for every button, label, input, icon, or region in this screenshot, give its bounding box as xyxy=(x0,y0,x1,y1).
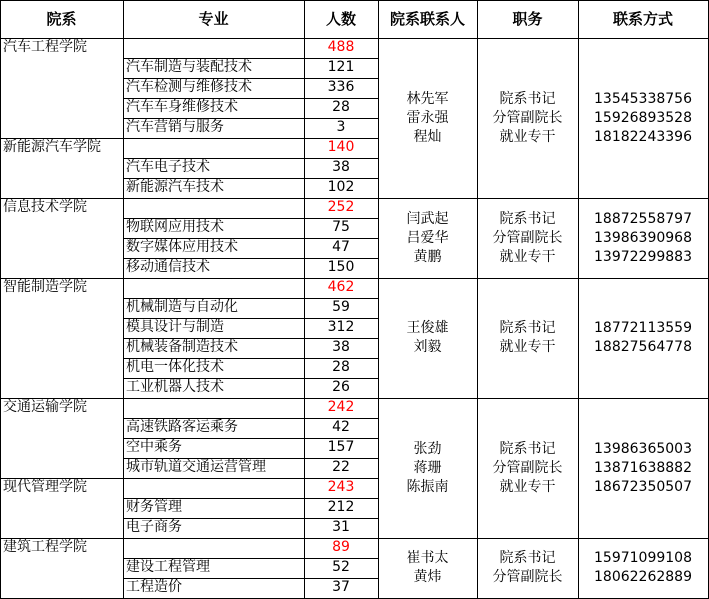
college-total-count[interactable]: 242 xyxy=(327,399,355,415)
major-count[interactable]: 31 xyxy=(332,519,350,535)
grid-line xyxy=(378,198,709,199)
grid-line xyxy=(123,0,124,599)
phone-number[interactable]: 13986365003 xyxy=(594,441,692,457)
phone-number[interactable]: 15971099108 xyxy=(594,550,692,566)
major-count[interactable]: 37 xyxy=(332,579,350,595)
position-title[interactable]: 分管副院长 xyxy=(492,110,563,126)
major-name[interactable]: 机械制造与自动化 xyxy=(126,299,238,315)
header-count: 人数 xyxy=(325,10,356,28)
position-title[interactable]: 就业专干 xyxy=(499,479,556,495)
position-title[interactable]: 分管副院长 xyxy=(492,230,563,246)
major-count[interactable]: 52 xyxy=(332,559,350,575)
contact-name[interactable]: 闫武起 xyxy=(406,211,449,227)
college-name[interactable]: 汽车工程学院 xyxy=(3,39,87,55)
major-name[interactable]: 模具设计与制造 xyxy=(126,319,224,335)
grid-line xyxy=(123,58,379,59)
grid-line xyxy=(123,158,379,159)
grid-line xyxy=(378,398,709,399)
phone-number[interactable]: 18062262889 xyxy=(594,569,692,585)
grid-line xyxy=(123,558,379,559)
grid-line xyxy=(123,498,379,499)
phone-number[interactable]: 15926893528 xyxy=(594,110,692,126)
major-name[interactable]: 城市轨道交通运营管理 xyxy=(126,459,266,475)
contact-name[interactable]: 林先军 xyxy=(406,91,449,107)
position-cell xyxy=(477,198,578,278)
college-total-count[interactable]: 89 xyxy=(332,539,350,555)
college-name[interactable]: 现代管理学院 xyxy=(3,479,87,495)
major-name[interactable]: 汽车制造与装配技术 xyxy=(126,59,252,75)
major-name[interactable]: 物联网应用技术 xyxy=(126,219,224,235)
header-phone: 联系方式 xyxy=(612,10,673,28)
contact-name[interactable]: 陈振南 xyxy=(406,479,449,495)
major-name[interactable]: 电子商务 xyxy=(126,519,182,535)
grid-line xyxy=(123,258,379,259)
major-name[interactable]: 机械装备制造技术 xyxy=(126,339,238,355)
major-name[interactable]: 建设工程管理 xyxy=(126,559,210,575)
phone-cell xyxy=(578,38,708,198)
grid-line xyxy=(123,298,379,299)
major-count[interactable]: 121 xyxy=(327,59,355,75)
grid-line xyxy=(123,358,379,359)
grid-line xyxy=(304,0,305,599)
grid-line xyxy=(123,238,379,239)
phone-cell xyxy=(578,538,708,598)
major-count[interactable]: 157 xyxy=(327,439,355,455)
position-title[interactable]: 就业专干 xyxy=(499,249,556,265)
contact-name[interactable]: 黄鹏 xyxy=(413,249,442,265)
major-count[interactable]: 212 xyxy=(327,499,355,515)
grid-line xyxy=(378,278,709,279)
position-title[interactable]: 院系书记 xyxy=(499,91,556,107)
major-count[interactable]: 336 xyxy=(327,79,355,95)
contact-name[interactable]: 张劲 xyxy=(413,441,442,457)
contact-person-cell xyxy=(378,198,477,278)
grid-line xyxy=(378,538,709,539)
major-count[interactable]: 75 xyxy=(332,219,350,235)
grid-line xyxy=(0,138,124,139)
major-name[interactable]: 机电一体化技术 xyxy=(126,359,224,375)
grid-line xyxy=(123,218,379,219)
major-count[interactable]: 42 xyxy=(332,419,350,435)
position-title[interactable]: 就业专干 xyxy=(499,339,556,355)
contact-name[interactable]: 黄炜 xyxy=(413,569,442,585)
phone-cell xyxy=(578,398,708,538)
grid-line xyxy=(123,458,379,459)
position-cell xyxy=(477,398,578,538)
contact-person-cell xyxy=(378,538,477,598)
grid-line xyxy=(0,398,124,399)
grid-line xyxy=(0,278,124,279)
phone-cell xyxy=(578,278,708,398)
major-name[interactable]: 高速铁路客运乘务 xyxy=(126,419,238,435)
grid-line xyxy=(0,198,124,199)
header-major: 专业 xyxy=(198,10,229,28)
major-count[interactable]: 38 xyxy=(332,159,350,175)
phone-number[interactable]: 18772113559 xyxy=(594,320,692,336)
college-total-count[interactable]: 243 xyxy=(327,479,355,495)
position-title[interactable]: 就业专干 xyxy=(499,129,556,145)
major-count[interactable]: 47 xyxy=(332,239,350,255)
grid-line xyxy=(0,478,124,479)
position-title[interactable]: 分管副院长 xyxy=(492,569,563,585)
grid-line xyxy=(0,538,124,539)
grid-line xyxy=(123,578,379,579)
contact-name[interactable]: 蒋珊 xyxy=(413,460,442,476)
grid-line xyxy=(0,38,709,39)
position-title[interactable]: 院系书记 xyxy=(499,550,556,566)
major-count[interactable]: 312 xyxy=(327,319,355,335)
major-name[interactable]: 数字媒体应用技术 xyxy=(126,239,238,255)
grid-line xyxy=(0,0,1,599)
major-count[interactable]: 26 xyxy=(332,379,350,395)
contact-name[interactable]: 吕爱华 xyxy=(406,230,449,246)
major-count[interactable]: 22 xyxy=(332,459,350,475)
major-name[interactable]: 汽车电子技术 xyxy=(126,159,210,175)
major-name[interactable]: 财务管理 xyxy=(126,499,182,515)
position-title[interactable]: 院系书记 xyxy=(499,211,556,227)
phone-number[interactable]: 13871638882 xyxy=(594,460,692,476)
major-count[interactable]: 28 xyxy=(332,99,350,115)
major-name[interactable]: 汽车车身维修技术 xyxy=(126,99,238,115)
grid-line xyxy=(123,418,379,419)
contact-name[interactable]: 崔书太 xyxy=(406,550,449,566)
major-name[interactable]: 移动通信技术 xyxy=(126,259,210,275)
grid-line xyxy=(123,278,379,279)
major-count[interactable]: 150 xyxy=(327,259,355,275)
grid-line xyxy=(123,198,379,199)
phone-number[interactable]: 18872558797 xyxy=(594,211,692,227)
grid-line xyxy=(477,0,478,599)
phone-cell xyxy=(578,198,708,278)
college-total-count[interactable]: 252 xyxy=(327,199,355,215)
phone-number[interactable]: 18672350507 xyxy=(594,479,692,495)
header-college: 院系 xyxy=(46,10,77,28)
contact-name[interactable]: 雷永强 xyxy=(406,110,449,126)
position-cell xyxy=(477,278,578,398)
college-total-count[interactable]: 488 xyxy=(327,39,355,55)
grid-line xyxy=(578,0,579,599)
grid-line xyxy=(0,0,709,1)
major-count[interactable]: 59 xyxy=(332,299,350,315)
contact-person-cell xyxy=(378,398,477,538)
major-count[interactable]: 38 xyxy=(332,339,350,355)
position-title[interactable]: 院系书记 xyxy=(499,441,556,457)
grid-line xyxy=(123,138,379,139)
grid-line xyxy=(123,518,379,519)
phone-number[interactable]: 13972299883 xyxy=(594,249,692,265)
major-name[interactable]: 汽车检测与维修技术 xyxy=(126,79,252,95)
college-name[interactable]: 交通运输学院 xyxy=(3,399,87,415)
major-name[interactable]: 新能源汽车技术 xyxy=(126,179,224,195)
major-name[interactable]: 汽车营销与服务 xyxy=(126,119,224,135)
phone-number[interactable]: 18182243396 xyxy=(594,129,692,145)
major-count[interactable]: 28 xyxy=(332,359,350,375)
contact-name[interactable]: 程灿 xyxy=(413,129,442,145)
grid-line xyxy=(123,98,379,99)
contact-person-cell xyxy=(378,278,477,398)
college-name[interactable]: 建筑工程学院 xyxy=(3,539,87,555)
college-total-count[interactable]: 462 xyxy=(327,279,355,295)
contact-person-cell xyxy=(378,38,477,198)
grid-line xyxy=(378,0,379,599)
grid-line xyxy=(123,438,379,439)
grid-line xyxy=(123,178,379,179)
grid-line xyxy=(123,338,379,339)
grid-line xyxy=(123,538,379,539)
grid-line xyxy=(123,378,379,379)
major-name[interactable]: 空中乘务 xyxy=(126,439,182,455)
grid-line xyxy=(123,398,379,399)
position-title[interactable]: 院系书记 xyxy=(499,320,556,336)
phone-number[interactable]: 13986390968 xyxy=(594,230,692,246)
position-cell xyxy=(477,538,578,598)
grid-line xyxy=(123,478,379,479)
college-name[interactable]: 智能制造学院 xyxy=(3,279,87,295)
phone-number[interactable]: 13545338756 xyxy=(594,91,692,107)
major-count[interactable]: 102 xyxy=(327,179,355,195)
grid-line xyxy=(123,118,379,119)
grid-line xyxy=(123,318,379,319)
major-count[interactable]: 3 xyxy=(336,119,346,135)
college-name[interactable]: 新能源汽车学院 xyxy=(3,139,101,155)
header-position: 职务 xyxy=(512,10,543,28)
college-total-count[interactable]: 140 xyxy=(327,139,355,155)
contact-name[interactable]: 王俊雄 xyxy=(406,320,449,336)
header-contact: 院系联系人 xyxy=(389,10,465,28)
phone-number[interactable]: 18827564778 xyxy=(594,339,692,355)
major-name[interactable]: 工程造价 xyxy=(126,579,182,595)
college-name[interactable]: 信息技术学院 xyxy=(3,199,87,215)
position-title[interactable]: 分管副院长 xyxy=(492,460,563,476)
contact-name[interactable]: 刘毅 xyxy=(413,339,442,355)
grid-line xyxy=(123,78,379,79)
major-name[interactable]: 工业机器人技术 xyxy=(126,379,224,395)
position-cell xyxy=(477,38,578,198)
